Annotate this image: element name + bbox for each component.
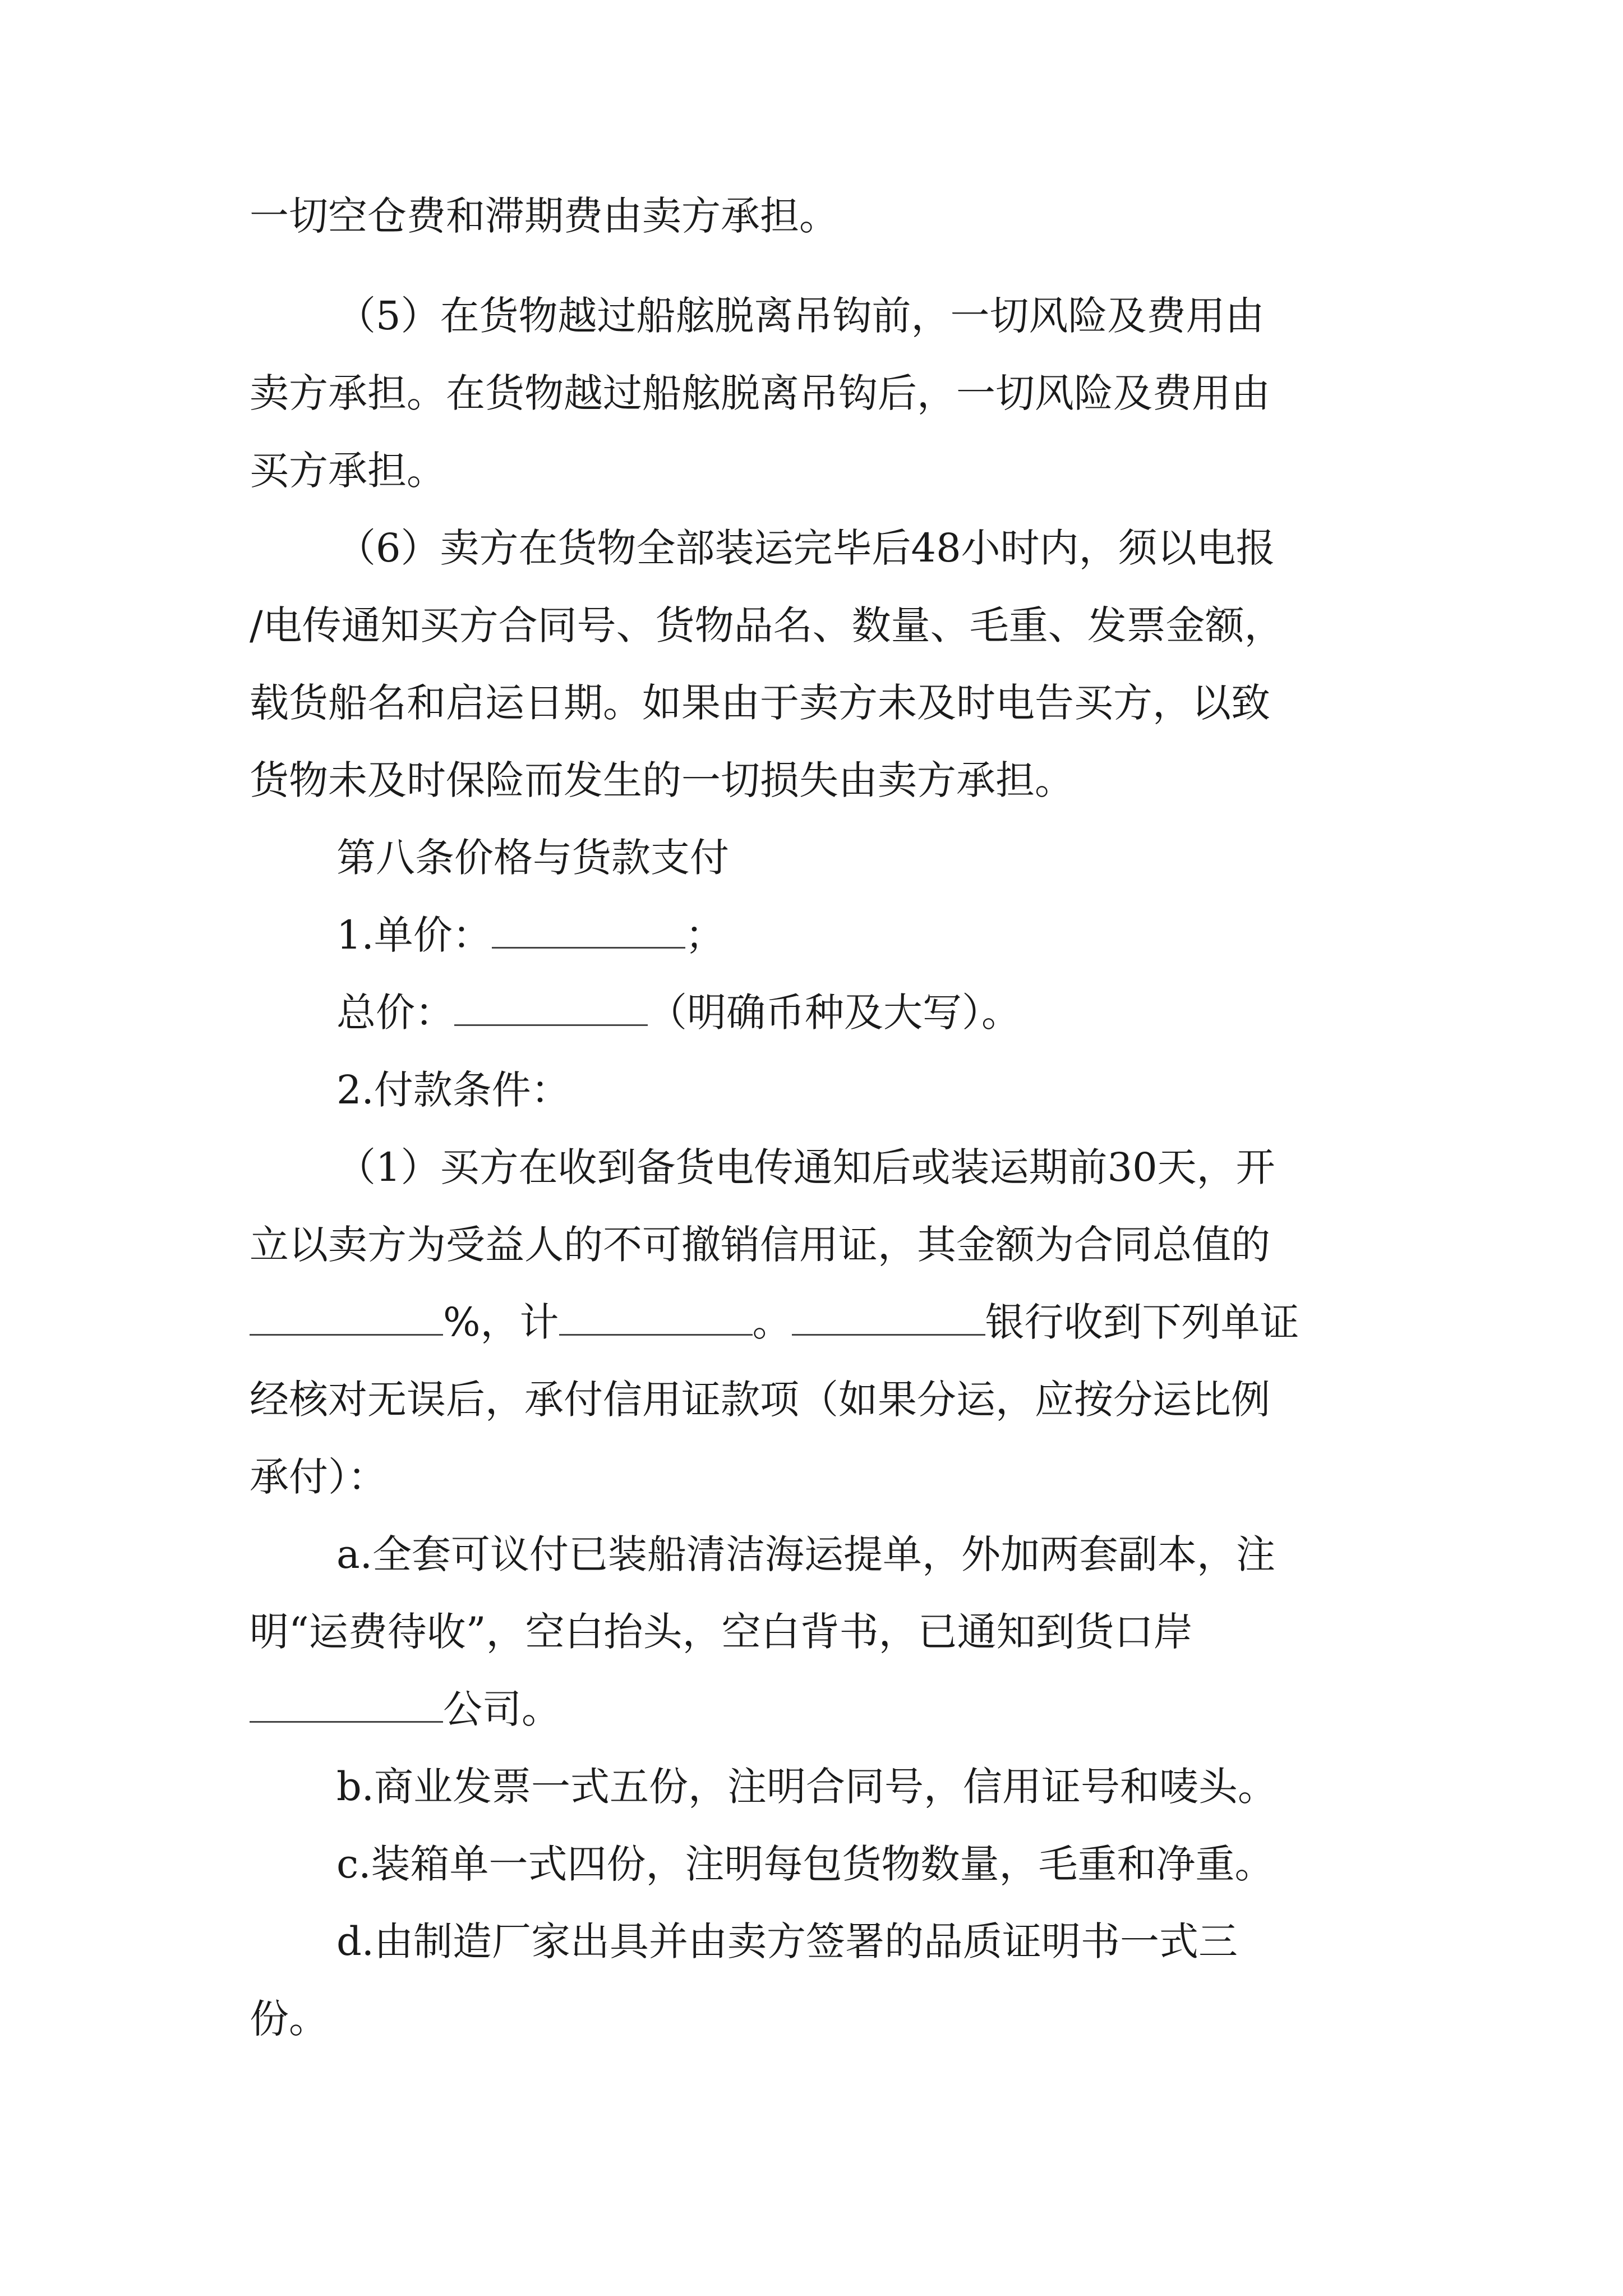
text-span: 经核对无误后，承付信用证款项（如果分运，应按分运比例 <box>250 1377 1270 1423</box>
text-span: /电传通知买方合同号、货物品名、数量、毛重、发票金额， <box>250 602 1284 648</box>
unit-price-blank <box>492 912 685 949</box>
text-span: （1）买方在收到备货电传通知后或装运期前30天，开 <box>336 1144 1275 1190</box>
text-span: d.由制造厂家出具并由卖方签署的品质证明书一式三 <box>336 1918 1238 1964</box>
text-span: 1.单价： <box>336 912 492 958</box>
text-line <box>250 1220 1270 1270</box>
text-span: 份。 <box>250 1996 328 2042</box>
amount-blank <box>559 1299 753 1336</box>
text-span: ； <box>685 912 725 958</box>
text-span: %，计 <box>443 1299 559 1345</box>
text-span: a.全套可议付已装船清洁海运提单，外加两套副本，注 <box>336 1531 1275 1577</box>
text-line <box>336 1761 1277 1812</box>
text-span: 立以卖方为受益人的不可撤销信用证，其金额为合同总值的 <box>250 1222 1270 1268</box>
text-line <box>336 1916 1238 1967</box>
percent-blank <box>250 1299 443 1336</box>
text-line <box>250 1607 1193 1657</box>
text-line <box>250 1994 328 2044</box>
text-span: 载货船名和启运日期。如果由于卖方未及时电告买方，以致 <box>250 680 1270 726</box>
text-span: 买方承担。 <box>250 448 446 494</box>
text-span: 一切空仓费和滞期费由卖方承担。 <box>250 193 838 239</box>
unit-price-line <box>336 910 725 960</box>
text-line <box>336 1142 1275 1193</box>
text-span: 承付）： <box>250 1454 387 1500</box>
text-span: 第八条价格与货款支付 <box>336 835 729 881</box>
bank-blank <box>792 1299 985 1336</box>
text-span: （6）卖方在货物全部装运完毕后48小时内，须以电报 <box>336 525 1275 571</box>
text-line <box>336 1839 1274 1889</box>
percent-line <box>250 1297 1299 1347</box>
company-line <box>250 1684 561 1734</box>
text-line <box>336 1529 1275 1580</box>
text-line <box>250 191 838 241</box>
text-span: 卖方承担。在货物越过船舷脱离吊钩后，一切风险及费用由 <box>250 370 1270 416</box>
text-line <box>336 291 1265 341</box>
text-line <box>336 523 1275 573</box>
total-price-blank <box>454 990 648 1026</box>
text-span: 明“运费待收”，空白抬头，空白背书，已通知到货口岸 <box>250 1609 1193 1655</box>
text-line <box>250 368 1270 418</box>
company-blank <box>250 1686 443 1723</box>
text-span: 公司。 <box>443 1686 561 1732</box>
text-span: 总价： <box>336 990 454 1036</box>
text-span: 2.付款条件： <box>336 1067 570 1113</box>
text-span: b.商业发票一式五份，注明合同号，信用证号和唛头。 <box>336 1764 1278 1810</box>
text-span: 。 <box>752 1299 792 1345</box>
text-span: （5）在货物越过船舷脱离吊钩前，一切风险及费用由 <box>336 293 1265 339</box>
text-line <box>250 755 1074 806</box>
text-line <box>250 678 1270 728</box>
text-line <box>250 1374 1270 1425</box>
text-line <box>250 600 1284 651</box>
text-line <box>250 445 446 496</box>
text-span: （明确币种及大写）。 <box>648 990 1021 1036</box>
text-line <box>250 1452 387 1502</box>
total-price-line <box>336 987 1021 1038</box>
text-span: 货物未及时保险而发生的一切损失由卖方承担。 <box>250 757 1074 803</box>
text-span: 银行收到下列单证 <box>985 1299 1299 1345</box>
text-span: c.装箱单一式四份，注明每包货物数量，毛重和净重。 <box>336 1841 1274 1887</box>
section-heading <box>336 832 729 883</box>
text-line <box>336 1065 570 1115</box>
